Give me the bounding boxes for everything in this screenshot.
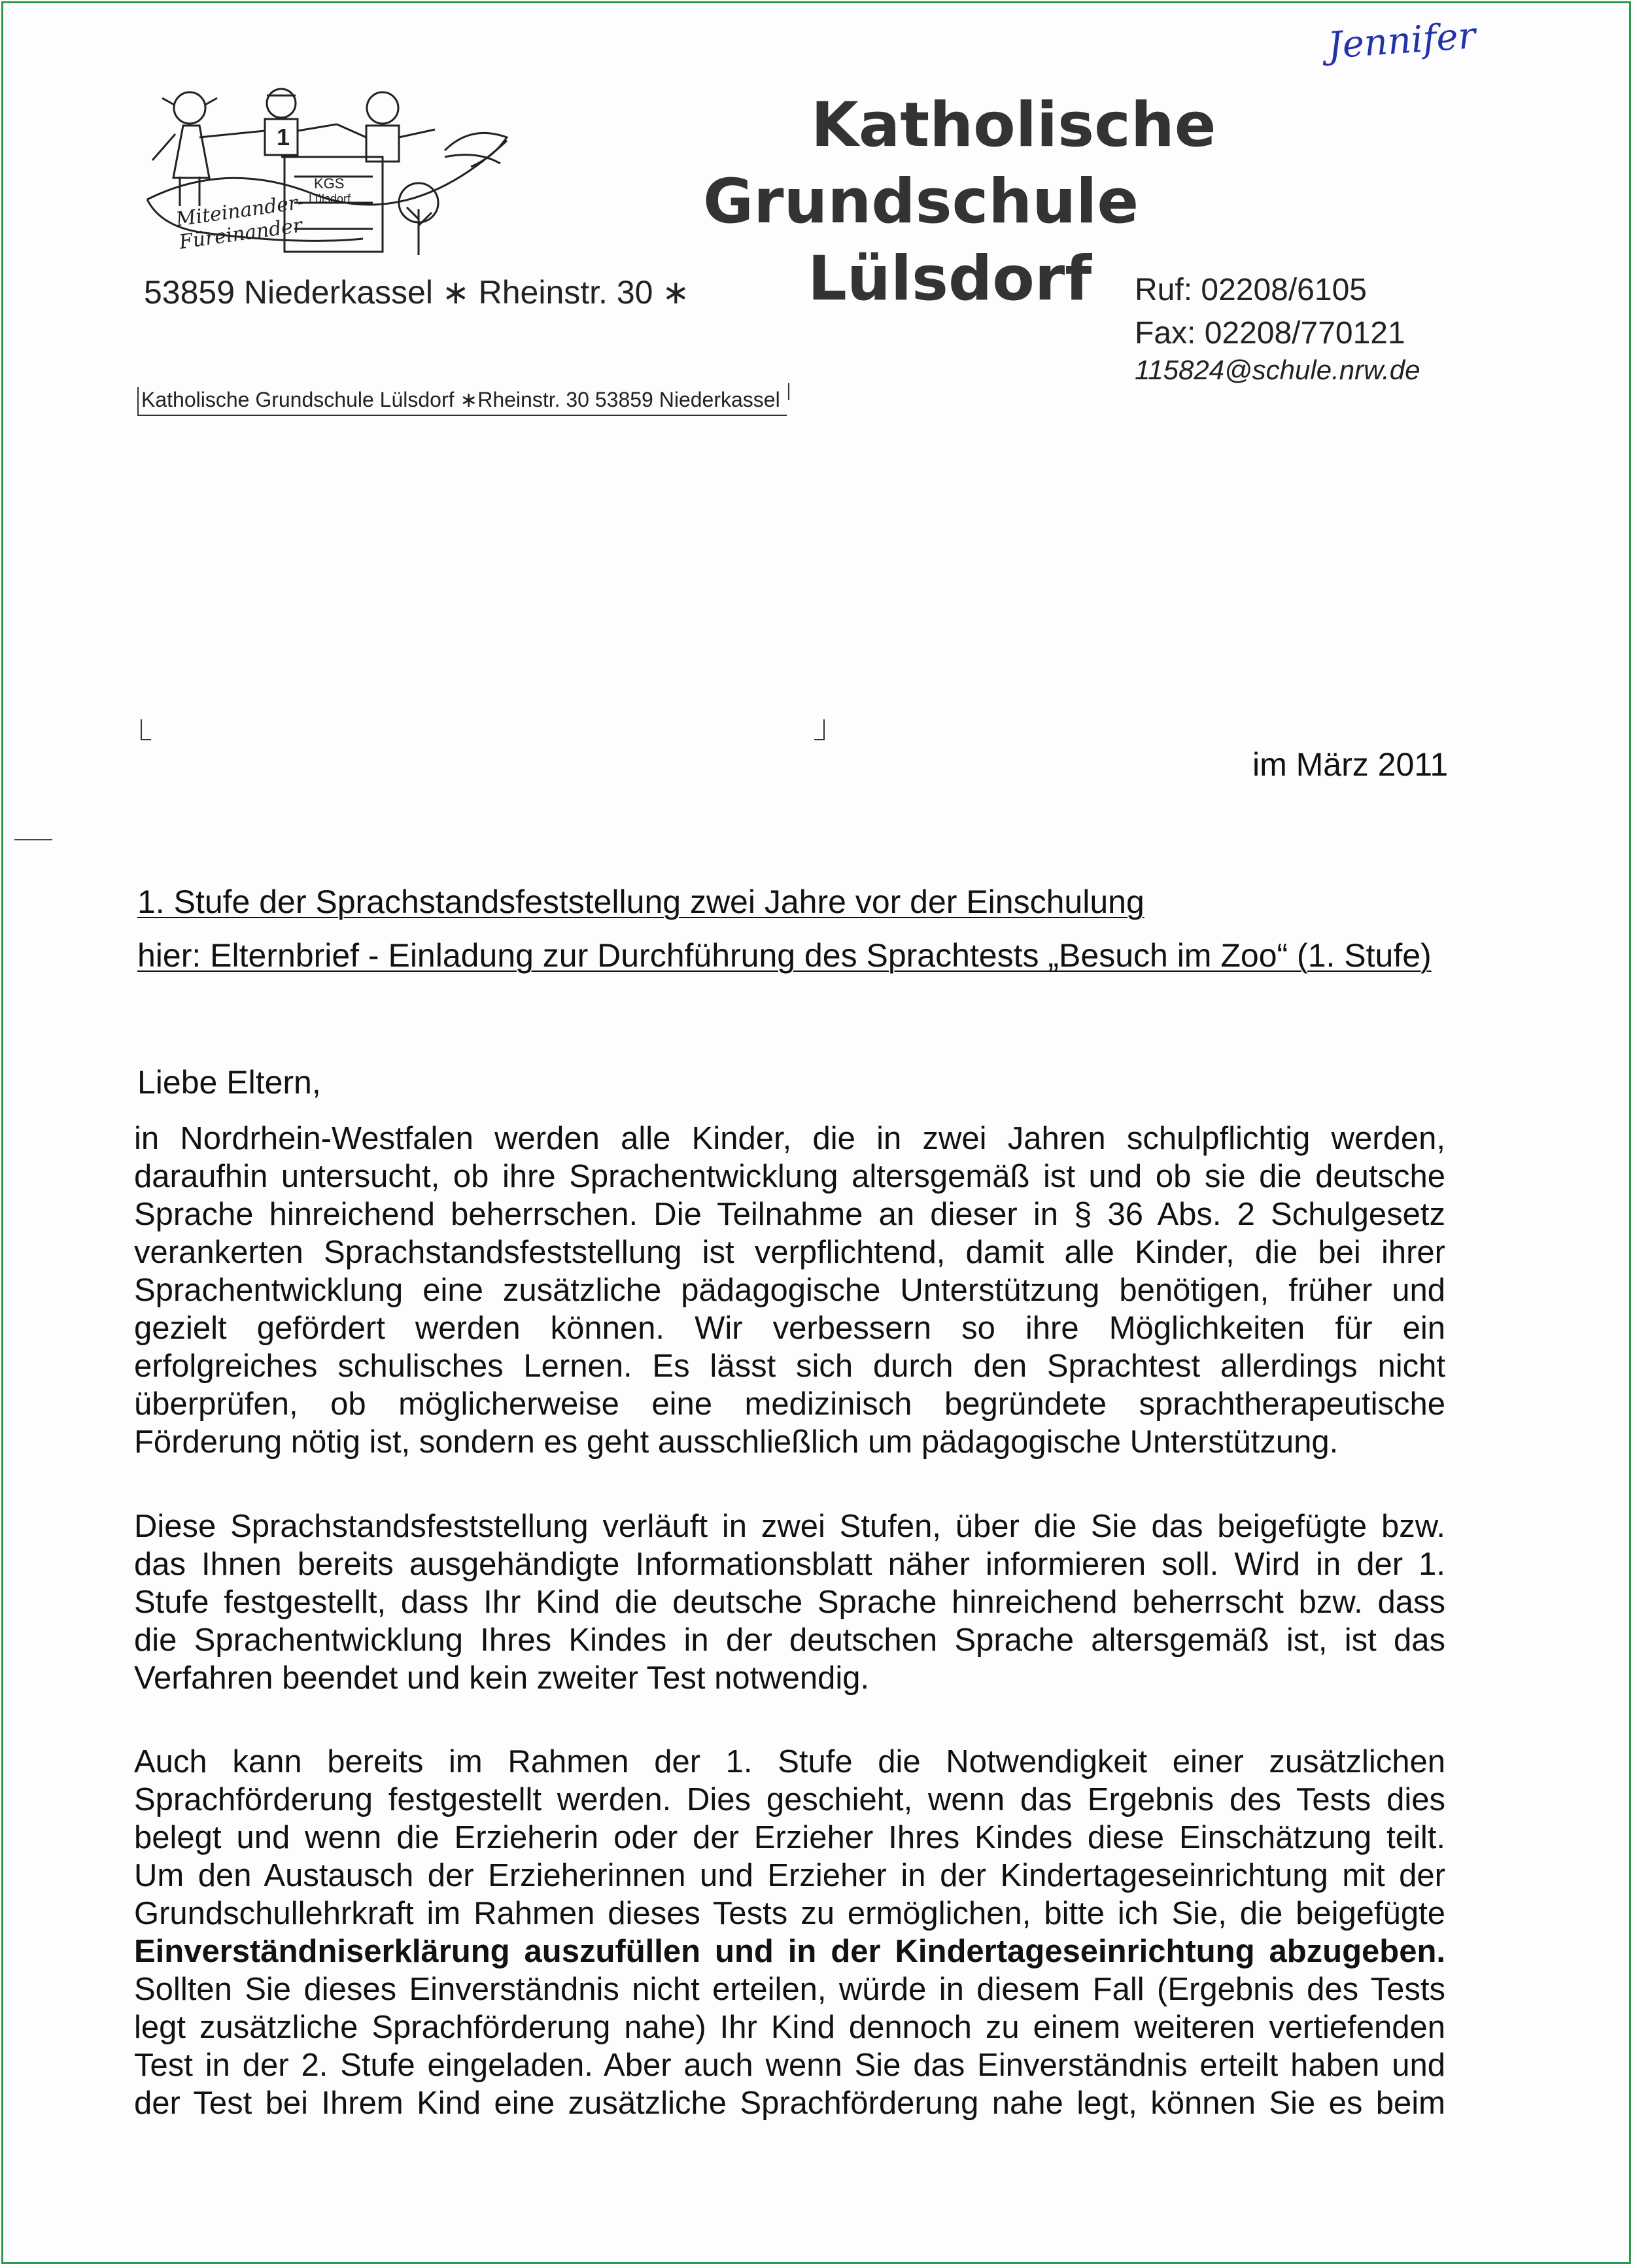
text-line: Um den Austausch der Erzieherinnen und Erzieher in der Kindertageseinrichtung mit der	[134, 1858, 1445, 1893]
subject-line2: hier: Elternbrief - Einladung zur Durchführung des Sprachtests „Besuch im Zoo“ (1. Stufe)	[137, 937, 1432, 974]
text-line: der Test bei Ihrem Kind eine zusätzliche Sprachförderung nahe legt, können Sie es beim	[134, 2086, 1445, 2121]
fold-mark	[14, 839, 52, 840]
school-name-line1: Katholische	[811, 90, 1216, 161]
paragraph-1	[134, 1120, 1445, 1461]
text-line: Sprache hinreichend beherrschen. Die Teilnahme an dieser in § 36 Abs. 2 Schulgesetz	[134, 1197, 1445, 1232]
address-window-corner-right	[814, 719, 825, 740]
text-line: Test in der 2. Stufe eingeladen. Aber auch wenn Sie das Einverständnis erteilt haben und	[134, 2048, 1445, 2083]
handwritten-name: Jennifer	[1326, 14, 1477, 67]
school-fax: Fax: 02208/770121	[1135, 316, 1405, 351]
text-line: das Ihnen bereits ausgehändigte Informationsblatt näher informieren soll. Wird in der 1.	[134, 1547, 1445, 1582]
paragraph-2	[134, 1507, 1445, 1697]
logo-caption: Miteinander-Füreinander	[174, 190, 306, 254]
text-line: daraufhin untersucht, ob ihre Sprachentwicklung altersgemäß ist und ob sie die deutsche	[134, 1159, 1445, 1194]
text-line: Sprachförderung festgestellt werden. Dies geschieht, wenn das Ergebnis des Tests dies	[134, 1782, 1445, 1817]
text-line: Förderung nötig ist, sondern es geht ausschließlich um pädagogische Unterstützung.	[134, 1424, 1339, 1460]
text-line: überprüfen, ob möglicherweise eine medizinisch begründete sprachtherapeutische	[134, 1386, 1445, 1422]
school-email: 115824@schule.nrw.de	[1135, 354, 1420, 385]
text-line: Verfahren beendet und kein zweiter Test notwendig.	[134, 1660, 870, 1696]
paragraph-3	[134, 1743, 1445, 2122]
text-line: legt zusätzliche Sprachförderung nahe) Ihr Kind dennoch zu einem weiteren vertiefenden	[134, 2010, 1445, 2045]
address-window-corner-left	[141, 719, 151, 740]
letter-date: im März 2011	[1252, 746, 1449, 783]
text-line: die Sprachentwicklung Ihres Kindes in der deutschen Sprache altersgemäß ist, ist das	[134, 1623, 1445, 1658]
text-line: Grundschullehrkraft im Rahmen dieses Tests zu ermöglichen, bitte ich Sie, die beigefügte	[134, 1896, 1445, 1931]
building-sign-line2: Lülsdorf	[309, 192, 351, 205]
text-line: Sprachentwicklung eine zusätzliche pädagogische Unterstützung benötigen, früher und	[134, 1273, 1445, 1308]
text-line: belegt und wenn die Erzieherin oder der Erzieher Ihres Kindes diese Einschätzung teilt.	[134, 1820, 1445, 1855]
building-sign-line1: KGS	[314, 175, 345, 192]
school-address: 53859 Niederkassel ∗ Rheinstr. 30 ∗	[144, 274, 690, 311]
text-line: erfolgreiches schulisches Lernen. Es lässt sich durch den Sprachtest allerdings nicht	[134, 1349, 1445, 1384]
school-name-line2: Grundschule	[703, 166, 1139, 237]
salutation: Liebe Eltern,	[137, 1064, 321, 1101]
text-line: verankerten Sprachstandsfeststellung ist verpflichtend, damit alle Kinder, die bei ihrer	[134, 1235, 1445, 1270]
shirt-number: 1	[277, 124, 290, 150]
text-line-bold: Einverständniserklärung auszufüllen und in der Kindertageseinrichtung abzugeben.	[134, 1934, 1445, 1969]
text-line: gezielt gefördert werden können. Wir verbessern so ihre Möglichkeiten für ein	[134, 1311, 1445, 1346]
text-line: Auch kann bereits im Rahmen der 1. Stufe die Notwendigkeit einer zusätzlichen	[134, 1744, 1445, 1779]
return-address: Katholische Grundschule Lülsdorf ∗Rheinstr. 30 53859 Niederkassel	[137, 387, 787, 416]
text-line: in Nordrhein-Westfalen werden alle Kinder, die in zwei Jahren schulpflichtig werden,	[134, 1121, 1445, 1156]
text-line: Stufe festgestellt, dass Ihr Kind die deutsche Sprache hinreichend beherrscht bzw. dass	[134, 1585, 1445, 1620]
school-phone: Ruf: 02208/6105	[1135, 273, 1367, 307]
text-line: Sollten Sie dieses Einverständnis nicht erteilen, würde in diesem Fall (Ergebnis des Tests	[134, 1972, 1445, 2007]
text-line: Diese Sprachstandsfeststellung verläuft in zwei Stufen, über die Sie das beigefügte bzw.	[134, 1509, 1445, 1544]
subject-line1: 1. Stufe der Sprachstandsfeststellung zwei Jahre vor der Einschulung	[137, 884, 1144, 920]
school-name-line3: Lülsdorf	[808, 243, 1092, 315]
